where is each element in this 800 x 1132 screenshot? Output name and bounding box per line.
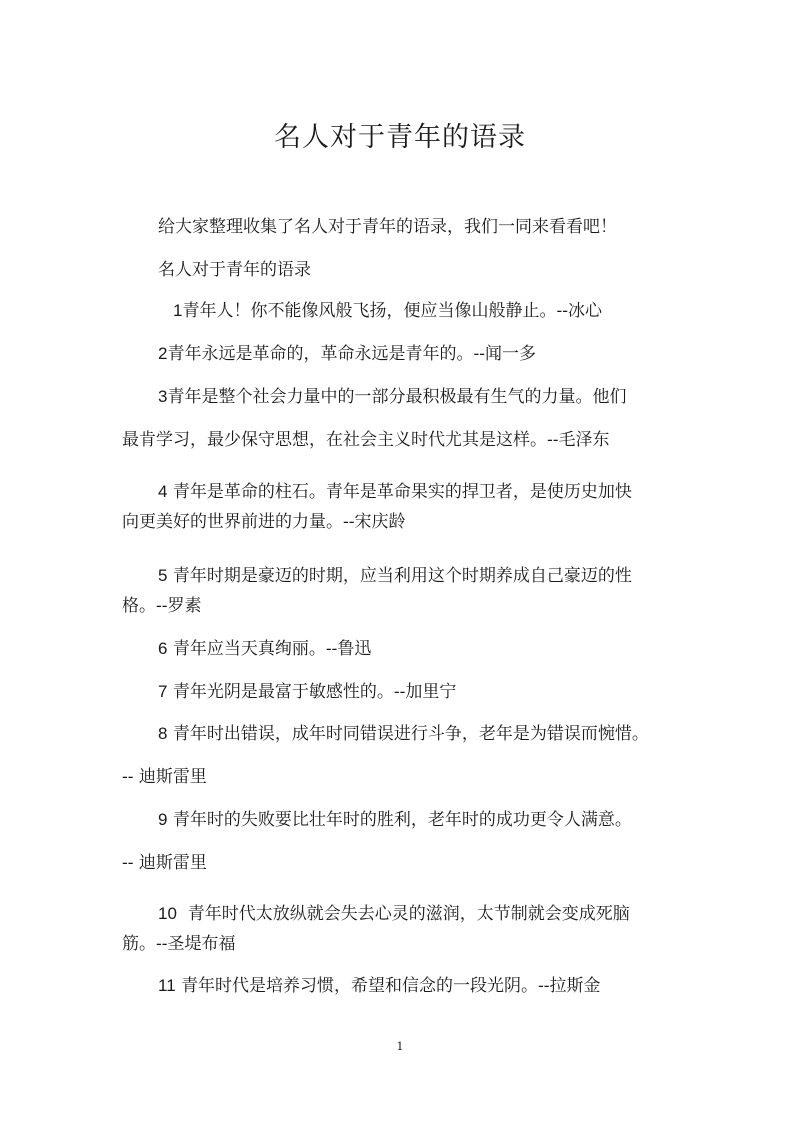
page-number: 1	[396, 1040, 404, 1053]
quote-number: 3	[158, 387, 168, 406]
quote-text: 青年时代是培养习惯，希望和信念的一段光阴。--拉斯金	[181, 976, 601, 996]
quote-text: 青年是革命的柱石。青年是革命果实的捍卫者，是使历史加快	[172, 482, 632, 502]
quote-number: 1	[173, 301, 183, 320]
quote-number: 11	[158, 976, 176, 995]
quote-number: 9	[158, 810, 168, 829]
quote-continuation: 最肯学习，最少保守思想，在社会主义时代尤其是这样。--毛泽东	[122, 430, 610, 450]
quote-text: 青年时期是豪迈的时期，应当利用这个时期养成自己豪迈的性	[172, 566, 632, 586]
quote-continuation: 向更美好的世界前进的力量。--宋庆龄	[122, 512, 406, 532]
quote-item-5	[158, 563, 632, 589]
quote-text: 青年时代太放纵就会失去心灵的滋润，太节制就会变成死脑	[187, 904, 630, 924]
section-subheading: 名人对于青年的语录	[158, 260, 311, 280]
quote-text: 青年人！你不能像风般飞扬，便应当像山般静止。--冰心	[182, 301, 602, 321]
document-title: 名人对于青年的语录	[274, 122, 526, 153]
quote-continuation: -- 迪斯雷里	[122, 767, 207, 787]
quote-item-11	[158, 973, 601, 999]
quote-text: 青年时出错误，成年时同错误进行斗争，老年是为错误而惋惜。	[172, 724, 649, 744]
quote-number: 2	[158, 344, 168, 363]
quote-item-7	[158, 679, 456, 705]
quote-text: 青年是整个社会力量中的一部分最积极最有生气的力量。他们	[167, 387, 627, 407]
quote-item-6	[158, 636, 371, 662]
quote-number: 4	[158, 482, 168, 501]
quote-item-8	[158, 721, 649, 747]
quote-item-3	[158, 384, 626, 410]
quote-number: 8	[158, 724, 168, 743]
quote-number: 10	[158, 904, 177, 923]
quote-text: 青年应当天真绚丽。--鲁迅	[172, 639, 372, 659]
quote-text: 青年永远是革命的，革命永远是青年的。--闻一多	[167, 344, 536, 364]
quote-number: 6	[158, 639, 168, 658]
intro-paragraph: 给大家整理收集了名人对于青年的语录，我们一同来看看吧！	[158, 217, 617, 237]
quote-item-1	[173, 298, 602, 324]
quote-item-4	[158, 479, 632, 505]
quote-item-2	[158, 341, 536, 367]
quote-item-10	[158, 901, 630, 927]
quote-text: 青年光阴是最富于敏感性的。--加里宁	[172, 682, 457, 702]
quote-number: 7	[158, 682, 168, 701]
quote-item-9	[158, 807, 632, 833]
quote-continuation: 格。--罗素	[122, 596, 202, 616]
quote-continuation: 筋。--圣堤布福	[122, 934, 236, 954]
quote-number: 5	[158, 566, 168, 585]
quote-text: 青年时的失败要比壮年时的胜利，老年时的成功更令人满意。	[172, 810, 632, 830]
quote-continuation: -- 迪斯雷里	[122, 853, 207, 873]
